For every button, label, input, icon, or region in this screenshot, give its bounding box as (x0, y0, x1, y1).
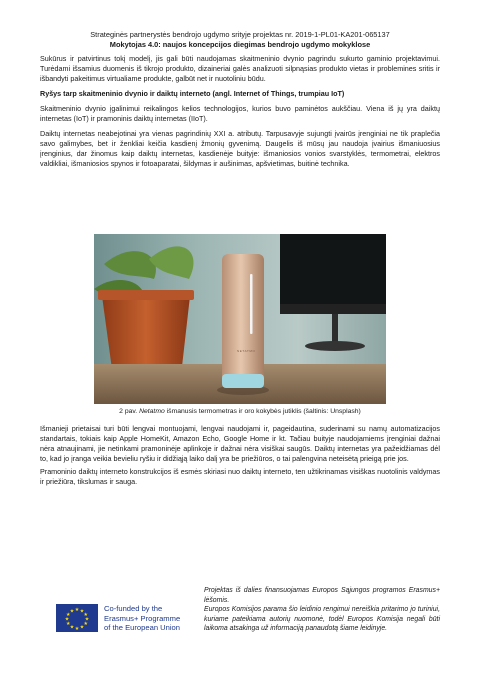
svg-text:★: ★ (79, 624, 85, 631)
eu-cofunded-text (104, 604, 180, 633)
eu-stars-icon (56, 604, 98, 632)
figure-caption (40, 408, 440, 415)
svg-text:★: ★ (64, 616, 70, 623)
figure-netatmo-photo (94, 234, 386, 404)
section-heading: Ryšys tarp skaitmeninio dvynio ir daiktų interneto (angl. Internet of Things, trumpiau IoT) (40, 89, 345, 98)
paragraph-smart-devices: Išmanieji prietaisai turi būti lengvai montuojami, lengvai naudojami ir, pageidautina, suderinami su namų automatizacijos standartais, tokiais kaip Apple HomeKit, Amazon Echo, Google Home ir kt. Tačiau buityje naudojamiems įrenginiai dažnai nėra atnaujinami, jie netinkami pramoninėje aplinkoje ir dažnai nėra visiškai saugūs. Daiktų internetas yra pažeidžiamas dėl to, kad jo įranga veikia bevieliu ryšiu ir didžiąją laiko dalį yra be priežiūros, o tai palengvina neteisėtą prieigą prie jos. (40, 424, 440, 463)
paragraph-intro: Sukūrus ir patvirtinus tokį modelį, jis gali būti naudojamas skaitmeninio dvynio pagrindu sukurto gaminio projektavimui. Turėdami išsamius duomenis iš tikrojo produkto, dizaineriai galės analizuoti silpnąsias produkto vietas ir problemines sritis ir išbandyti pakeitimus virtualiame produkte, galbūt net ir nuotoliniu būdu. (40, 54, 440, 83)
svg-text:★: ★ (74, 626, 80, 632)
svg-text:★: ★ (66, 621, 71, 628)
eu-line-2: Erasmus+ Programme (104, 613, 181, 623)
caption-prefix: 2 pav. (119, 408, 140, 415)
eu-flag-icon (56, 604, 98, 632)
body-section-2 (40, 424, 440, 490)
svg-text:★: ★ (66, 611, 71, 618)
svg-text:★: ★ (83, 621, 88, 628)
header-project-line: Strateginės partnerystės bendrojo ugdymo srityje projektas nr. 2019-1-PL01-KA201-065137 (90, 30, 390, 39)
paragraph-iiot: Pramoninio daiktų interneto konstrukcijos iš esmės skiriasi nuo daiktų interneto, ten užtikrinamas visiškas nuotolinis valdymas ir priežiūra, tikslumas ir sauga. (40, 467, 440, 486)
eu-line-3: of the European Union (104, 623, 180, 632)
body-section-1 (40, 54, 440, 174)
svg-text:★: ★ (83, 611, 88, 618)
disclaimer-funding: Projektas iš dalies finansuojamas Europos Sąjungos programos Erasmus+ lėšomis. (204, 587, 440, 604)
header-title: Mokytojas 4.0: naujos koncepcijos diegimas bendrojo ugdymo mokyklose (109, 40, 371, 49)
device-brand-label: NETATMO (237, 349, 256, 353)
svg-text:★: ★ (69, 608, 75, 615)
caption-text: išmanusis termometras ir oro kokybės jutiklis (šaltinis: Unsplash) (164, 408, 361, 415)
eu-cofunded-logo (56, 604, 196, 632)
svg-text:★: ★ (69, 624, 75, 631)
eu-line-1: Co-funded by the (104, 604, 163, 613)
svg-text:★: ★ (84, 616, 90, 623)
paragraph-iot: Daiktų internetas neabejotinai yra vienas pagrindinių XXI a. atributų. Tarpusavyje sujungti įvairūs įrenginiai ne tik praplečia savo galimybes, bet ir ženkliai keičia kasdienį žmonių gyvenimą. Daugelis iš mūsų jau naudoja įvairius išmaniuosius įrenginius, dar žinomus kaip daiktų internetas, kasdienėje buityje: išmaniosios vonios svarstyklės, termometrai, elektros valdikliai, išmaniosios spynos ir fotoaparatai, šildymas ir aušinimas, apšvietimas, buitinė technika. (40, 129, 440, 168)
netatmo-photo-illustration (94, 234, 386, 404)
caption-brand: Netatmo (139, 408, 165, 415)
svg-text:★: ★ (79, 608, 85, 615)
document-header (40, 30, 440, 50)
disclaimer-commission: Europos Komisijos parama šio leidinio rengimui nereiškia pritarimo jo turiniui, kuriame pateikiama autorių nuomonė, todėl Europos Komisija negali būti laikoma atsakinga už informaciją panaudotą šiame leidinyje. (204, 606, 440, 633)
svg-text:★: ★ (74, 607, 80, 613)
footer-disclaimer (204, 586, 440, 634)
paragraph-technologies: Skaitmeninio dvynio įgalinimui reikalingos kelios technologijos, kurios buvo paminėtos aukščiau. Viena iš jų yra daiktų internetas (IoT) ir pramoninis daiktų internetas (IIoT). (40, 104, 440, 123)
